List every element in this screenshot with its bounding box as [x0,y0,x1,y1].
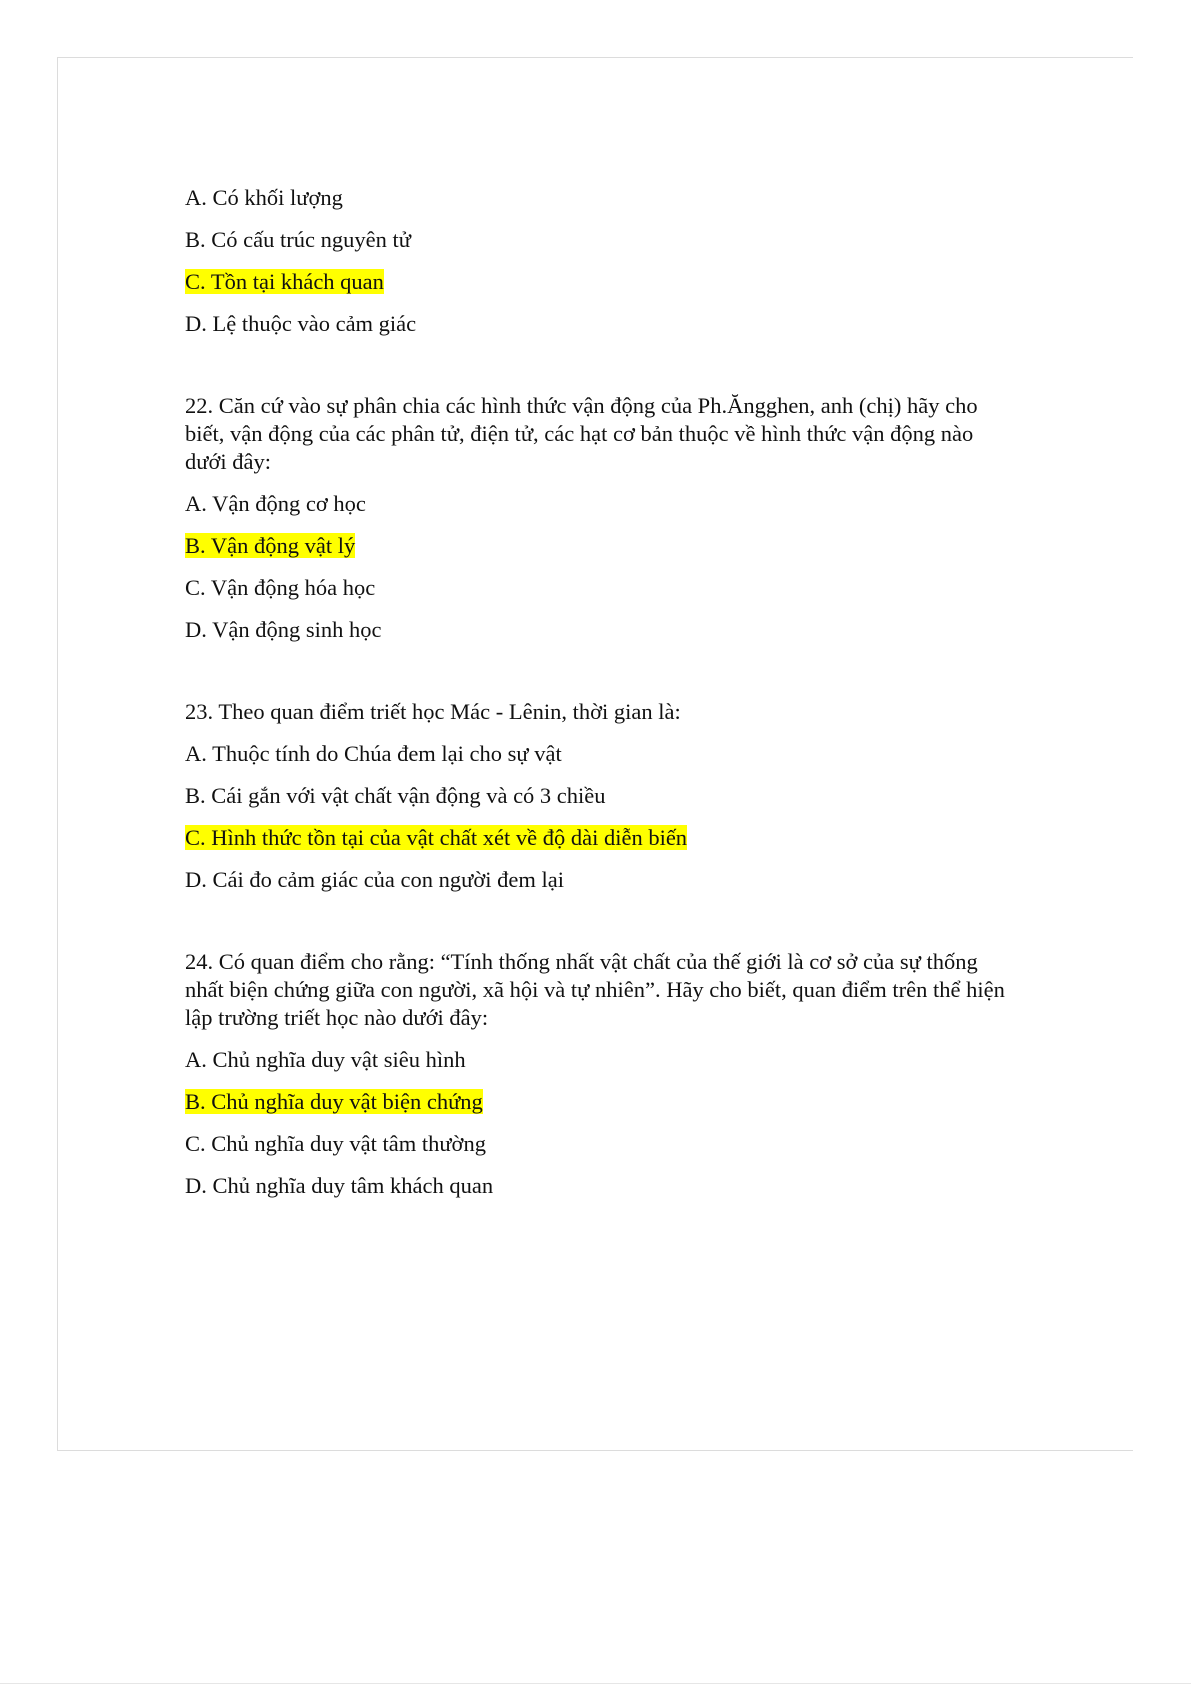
spacer [185,352,1005,392]
answer-highlight: C. Tồn tại khách quan [185,269,384,294]
spacer [185,908,1005,948]
spacer [185,658,1005,698]
option-d: D. Vận động sinh học [185,617,382,642]
question-text: 22. Căn cứ vào sự phân chia các hình thức vận động của Ph.Ăngghen, anh (chị) hãy cho biết, vận động của các phân tử, điện tử, các hạt cơ bản thuộc về hình thức vận động nào dưới đây: [185,393,978,474]
option-d: D. Chủ nghĩa duy tâm khách quan [185,1173,494,1198]
option-c-answer [185,824,1005,852]
option-a: A. Thuộc tính do Chúa đem lại cho sự vật [185,741,562,766]
option-d: D. Lệ thuộc vào cảm giác [185,311,417,336]
answer-highlight: B. Vận động vật lý [185,533,356,558]
question-block-23 [185,698,1005,894]
page-bottom-divider [0,1683,1191,1684]
question-text: 23. Theo quan điểm triết học Mác - Lênin, thời gian là: [185,699,681,724]
answer-highlight: B. Chủ nghĩa duy vật biện chứng [185,1089,483,1114]
answer-highlight: C. Hình thức tồn tại của vật chất xét về độ dài diễn biến [185,825,688,850]
question-block-22 [185,392,1005,644]
option-c: C. Chủ nghĩa duy vật tâm thường [185,1131,486,1156]
option-a: A. Có khối lượng [185,185,343,210]
document-content [185,184,1005,1214]
option-a: A. Vận động cơ học [185,491,366,516]
question-text: 24. Có quan điểm cho rằng: “Tính thống nhất vật chất của thế giới là cơ sở của sự thống nhất biện chứng giữa con người, xã hội và tự nhiên”. Hãy cho biết, quan điểm trên thể hiện lập trường triết học nào dưới đây: [185,949,1005,1030]
option-d: D. Cái đo cảm giác của con người đem lại [185,867,564,892]
question-block-21 [185,184,1005,338]
option-a: A. Chủ nghĩa duy vật siêu hình [185,1047,466,1072]
option-c-answer [185,268,1005,296]
option-b: B. Cái gắn với vật chất vận động và có 3 chiều [185,783,606,808]
option-c: C. Vận động hóa học [185,575,376,600]
option-b-answer [185,1088,1005,1116]
option-b-answer [185,532,1005,560]
question-block-24 [185,948,1005,1200]
option-b: B. Có cấu trúc nguyên tử [185,227,411,252]
